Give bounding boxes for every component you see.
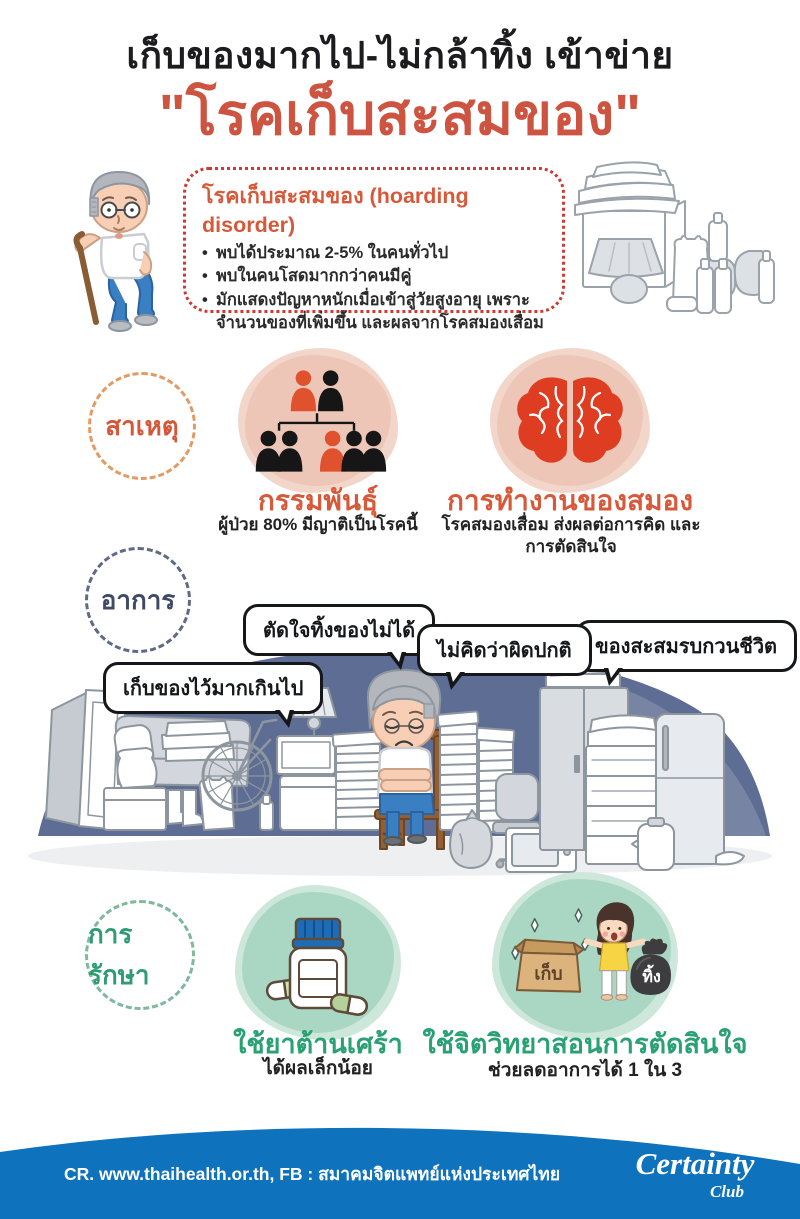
treatment-1-title: ใช้ยาต้านเศร้า	[233, 1029, 403, 1059]
definition-bullet-3: • มักแสดงปัญหาหนักเมื่อเข้าสู่วัยสูงอายุ เพราะ จำนวนของที่เพิ่มขึ้น และผลจากโรคสมองเสื่อม	[202, 289, 546, 336]
headline-line1: เก็บของมากไป-ไม่กล้าทิ้ง เข้าข่าย	[126, 35, 674, 76]
definition-bullet-2: • พบในคนโสดมากกว่าคนมีคู่	[202, 265, 546, 288]
family-tree-icon	[245, 361, 391, 481]
psychology-sorting-icon	[499, 880, 671, 1032]
treatment-medicine-blob	[235, 885, 401, 1040]
elderly-man-walking-illustration	[40, 152, 184, 334]
definition-bullet-1: • พบได้ประมาณ 2-5% ในคนทั่วไป	[202, 242, 546, 265]
cause-1-title: กรรมพันธุ์	[257, 485, 379, 516]
treatment-2-title: ใช้จิตวิทยาสอนการตัดสินใจ	[422, 1029, 748, 1059]
antidepressant-medicine-icon	[253, 903, 383, 1023]
keep-box	[515, 940, 583, 992]
brain-icon	[510, 371, 630, 471]
certainty-club-logo: Certainty	[635, 1146, 755, 1181]
clutter-pile-illustration	[563, 155, 793, 333]
bullet-icon: •	[202, 290, 208, 309]
cause-1-desc: ผู้ป่วย 80% มีญาติเป็นโรคนี้	[218, 515, 418, 534]
symptom-bubble-disturbs-life: ของสะสมรบกวนชีวิต	[575, 620, 797, 672]
section-label-treatment: การรักษา	[85, 900, 195, 1010]
bullet-icon: •	[202, 267, 208, 286]
symptom-bubble-not-abnormal: ไม่คิดว่าผิดปกติ	[417, 624, 592, 676]
treatment-1-desc: ได้ผลเล็กน้อย	[263, 1058, 373, 1079]
discard-bag-label: ทิ้ง	[642, 967, 661, 986]
bullet-icon: •	[202, 244, 208, 262]
keep-box-label: เก็บ	[534, 963, 563, 984]
hoarding-definition-box	[183, 167, 565, 333]
credit-text: CR. www.thaihealth.or.th, FB : สมาคมจิตแพทย์แห่งประเทศไทย	[64, 1164, 561, 1184]
cause-heredity-blob	[238, 348, 398, 493]
treatment-2-desc: ช่วยลดอาการได้ 1 ใน 3	[487, 1060, 683, 1081]
cause-2-desc: โรคสมองเสื่อม ส่งผลต่อการคิด และการตัดสินใจ	[441, 515, 701, 557]
certainty-club-logo-sub: Club	[709, 1182, 744, 1201]
section-label-symptoms: อาการ	[85, 547, 191, 653]
symptom-bubble-too-much: เก็บของไว้มากเกินไป	[103, 662, 323, 714]
cause-2-title: การทำงานของสมอง	[446, 485, 694, 516]
treatment-psychology-blob	[492, 872, 678, 1040]
cause-brain-blob	[490, 348, 650, 493]
discard-bag	[630, 938, 671, 994]
headline-line2: "โรคเก็บสะสมของ"	[158, 83, 642, 147]
symptom-bubble-cant-discard: ตัดใจทิ้งของไม่ได้	[243, 604, 435, 656]
bundle	[117, 748, 156, 788]
definition-heading: โรคเก็บสะสมของ (hoarding disorder)	[202, 184, 469, 237]
section-label-causes: สาเหตุ	[88, 372, 196, 480]
